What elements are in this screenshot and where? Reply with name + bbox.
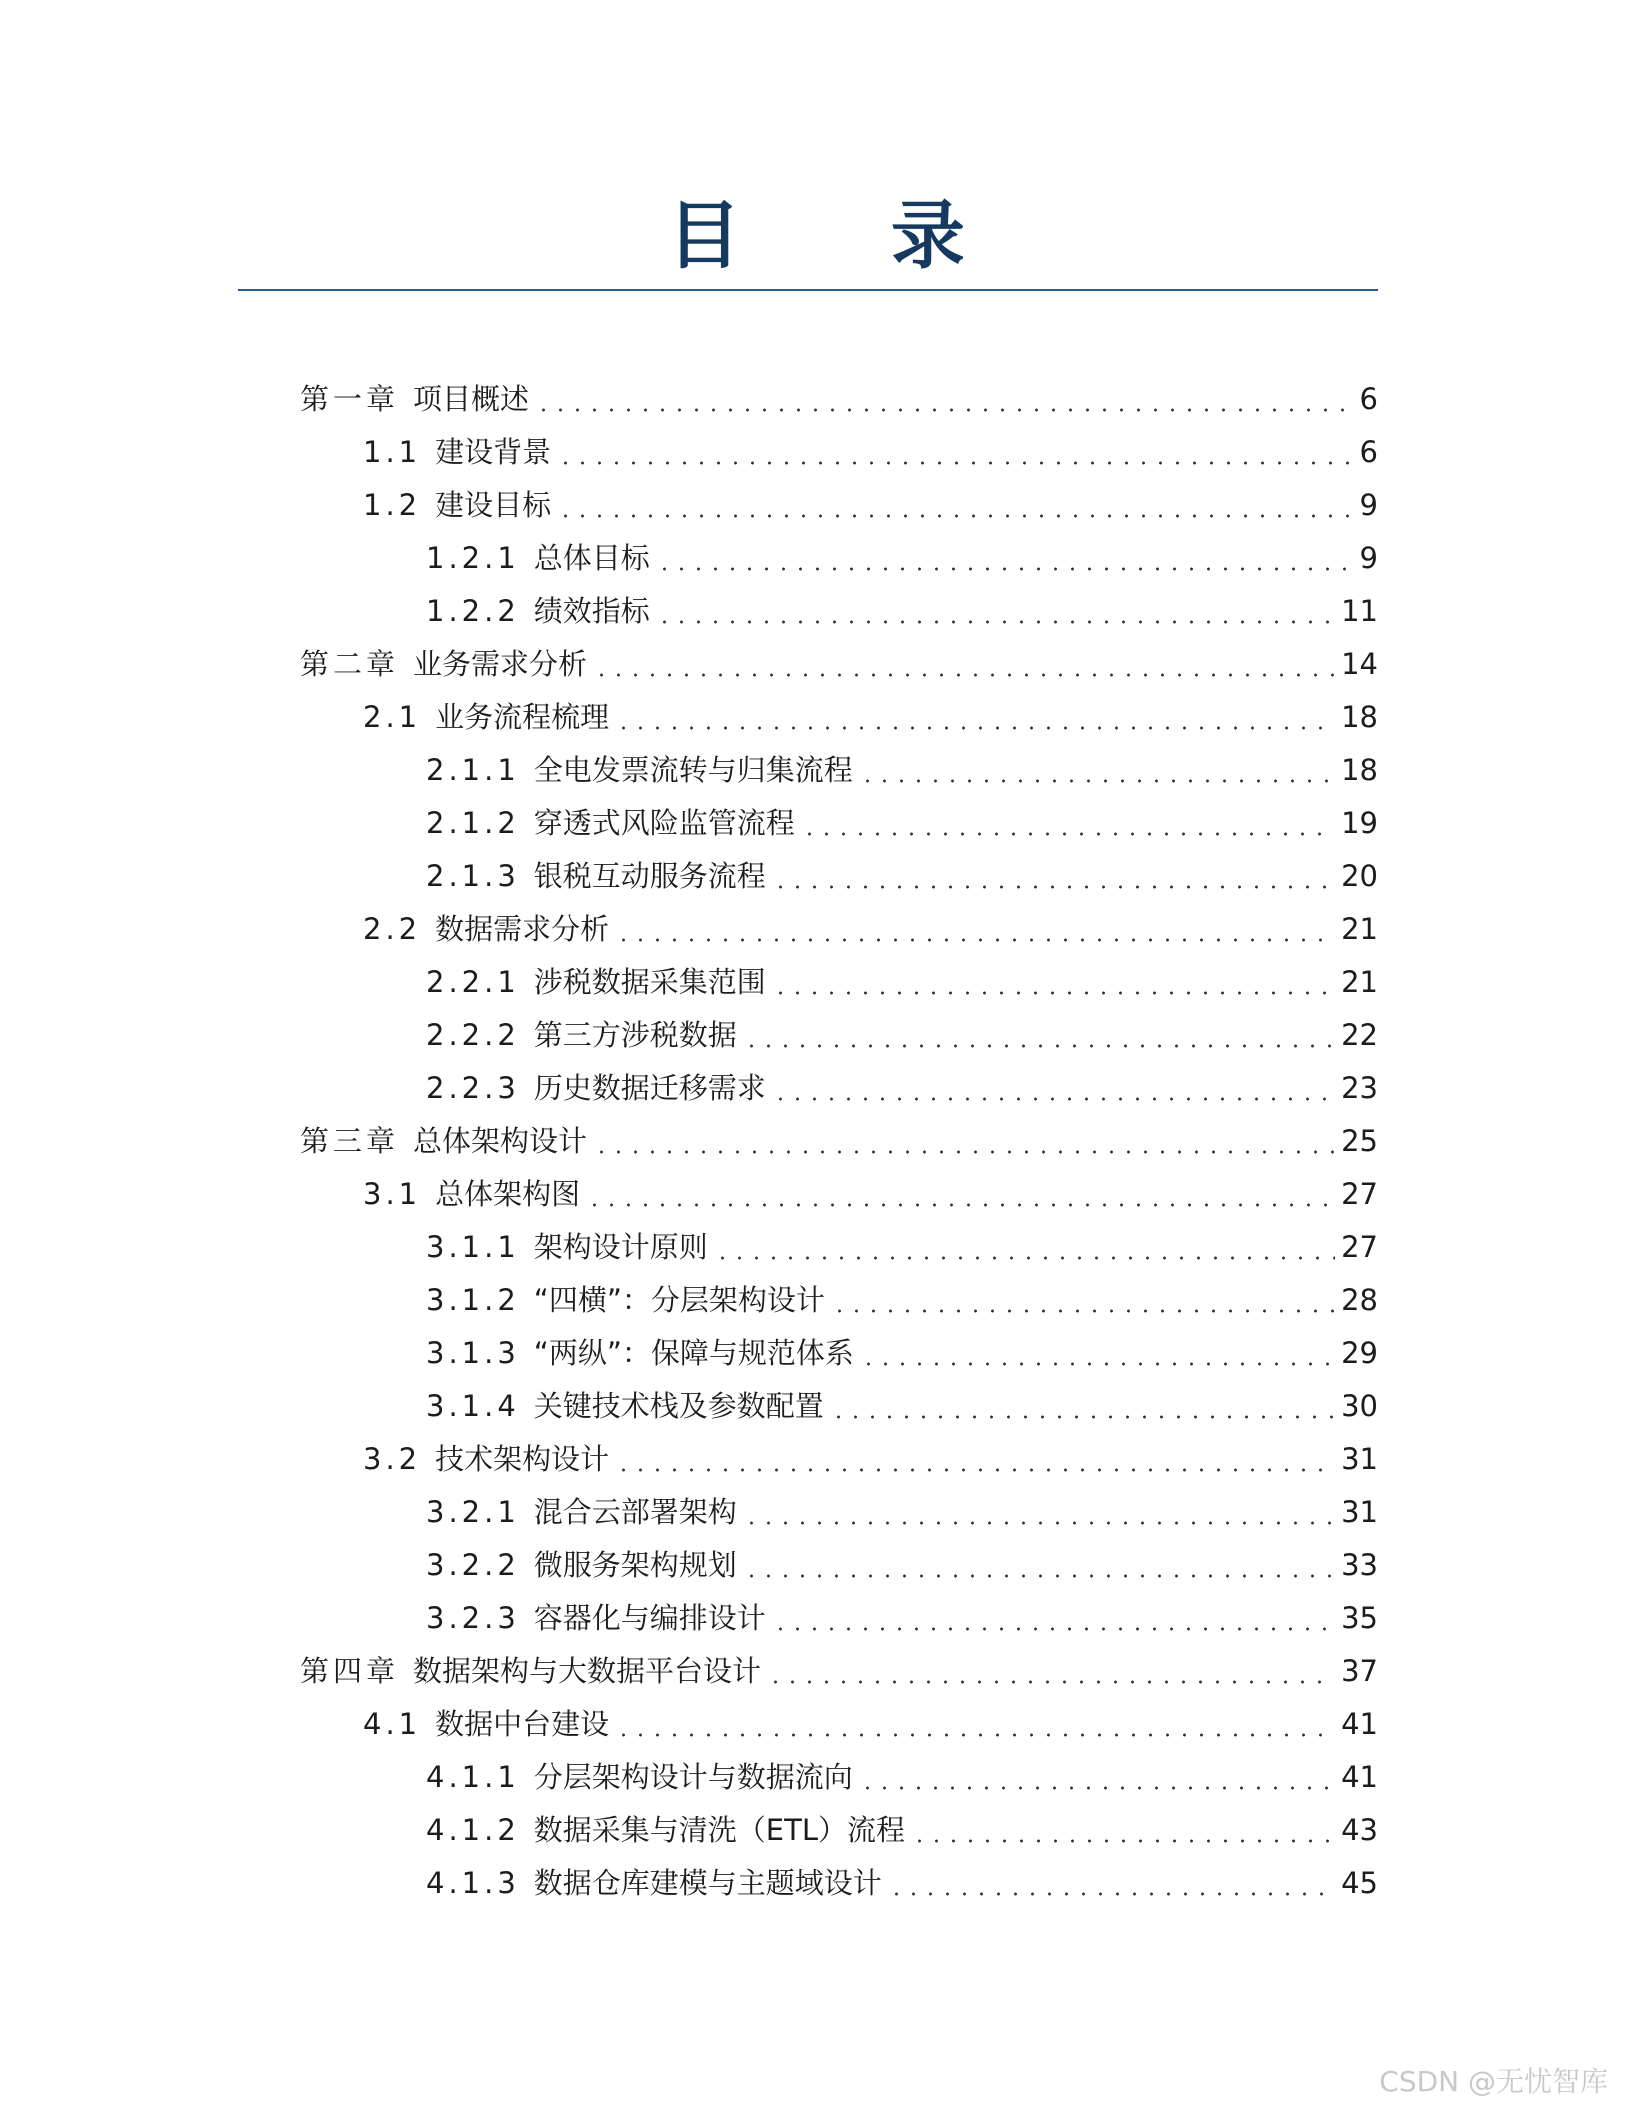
toc-entry-title: 业务需求分析 [413,647,588,681]
page-title: 目 录 [667,193,1027,279]
toc-dot-leader [767,1680,1335,1684]
toc-entry[interactable] [300,691,1378,744]
toc-entry-title: 总体架构图 [435,1177,581,1211]
toc-dot-leader [656,567,1352,571]
toc-dot-leader [535,408,1352,412]
toc-entry-title: 技术架构设计 [435,1442,610,1476]
toc-dot-leader [615,1468,1335,1472]
toc-entry-page-number: 30 [1341,1389,1378,1423]
toc-entry-title: “两纵”：保障与规范体系 [533,1336,854,1370]
toc-entry-page-number: 9 [1359,488,1378,522]
toc-entry-number: 3.1.1 [426,1230,520,1264]
toc-dot-leader [859,1786,1335,1790]
toc-entry[interactable] [300,903,1378,956]
toc-entry[interactable] [300,1751,1378,1804]
toc-dot-leader [615,726,1335,730]
toc-entry-title: 数据中台建设 [435,1707,610,1741]
toc-entry[interactable] [300,1539,1378,1592]
toc-dot-leader [714,1256,1335,1260]
toc-entry[interactable] [300,1645,1378,1698]
toc-dot-leader [772,1097,1335,1101]
toc-entry-page-number: 35 [1341,1601,1378,1635]
toc-entry-number: 2.1.1 [426,753,520,787]
toc-entry-title: 分层架构设计与数据流向 [533,1760,853,1794]
toc-entry-page-number: 25 [1341,1124,1378,1158]
toc-entry[interactable] [300,1698,1378,1751]
toc-entry-number: 3.1.3 [426,1336,520,1370]
toc-entry-title: 绩效指标 [533,594,650,628]
toc-entry-title: 业务流程梳理 [435,700,610,734]
toc-entry-title: 数据需求分析 [435,912,610,946]
toc-entry-page-number: 41 [1341,1760,1378,1794]
toc-dot-leader [801,832,1335,836]
title-divider [238,289,1378,291]
toc-entry-number: 4.1.1 [426,1760,520,1794]
toc-dot-leader [911,1839,1335,1843]
toc-entry[interactable] [300,1221,1378,1274]
toc-entry-number: 3.2.1 [426,1495,520,1529]
toc-entry-title: 架构设计原则 [533,1230,708,1264]
toc-dot-leader [743,1044,1335,1048]
toc-entry-title: 总体架构设计 [413,1124,588,1158]
toc-entry[interactable] [300,1380,1378,1433]
toc-entry[interactable] [300,1009,1378,1062]
toc-entry-number: 1.2.2 [426,594,520,628]
toc-entry-page-number: 14 [1341,647,1378,681]
toc-dot-leader [557,514,1352,518]
toc-entry-title: 穿透式风险监管流程 [533,806,795,840]
toc-entry-title: 容器化与编排设计 [533,1601,766,1635]
toc-entry-page-number: 33 [1341,1548,1378,1582]
toc-entry-number: 第四章 [300,1654,400,1688]
toc-entry-page-number: 27 [1341,1177,1378,1211]
toc-dot-leader [593,1150,1335,1154]
toc-entry-page-number: 41 [1341,1707,1378,1741]
toc-entry-number: 3.1 [363,1177,422,1211]
toc-entry-page-number: 31 [1341,1495,1378,1529]
toc-entry-number: 1.2 [363,488,422,522]
toc-entry-page-number: 22 [1341,1018,1378,1052]
toc-entry[interactable] [300,850,1378,903]
toc-entry-page-number: 23 [1341,1071,1378,1105]
toc-entry-number: 2.1.3 [426,859,520,893]
toc-entry[interactable] [300,585,1378,638]
toc-entry-title: 微服务架构规划 [533,1548,737,1582]
toc-entry[interactable] [300,1433,1378,1486]
toc-entry[interactable] [300,1486,1378,1539]
toc-entry-number: 2.2.2 [426,1018,520,1052]
toc-entry-title: 项目概述 [413,382,530,416]
toc-entry[interactable] [300,1327,1378,1380]
toc-entry-number: 2.1.2 [426,806,520,840]
toc-entry-title: 建设目标 [435,488,552,522]
toc-entry[interactable] [300,1115,1378,1168]
toc-entry-page-number: 27 [1341,1230,1378,1264]
toc-entry-page-number: 18 [1341,753,1378,787]
watermark-text: CSDN @无忧智库 [1379,2065,1608,2098]
toc-dot-leader [772,885,1335,889]
toc-dot-leader [860,1362,1335,1366]
toc-entry-number: 1.1 [363,435,422,469]
toc-entry-title: 银税互动服务流程 [533,859,766,893]
toc-dot-leader [859,779,1335,783]
toc-entry-title: 全电发票流转与归集流程 [533,753,853,787]
toc-entry-number: 2.2 [363,912,422,946]
toc-entry[interactable] [300,638,1378,691]
toc-entry-number: 4.1.2 [426,1813,520,1847]
toc-entry-page-number: 45 [1341,1866,1378,1900]
toc-entry-page-number: 20 [1341,859,1378,893]
toc-dot-leader [586,1203,1335,1207]
toc-dot-leader [615,938,1335,942]
toc-entry-title: 数据仓库建模与主题域设计 [533,1866,882,1900]
toc-entry-title: 建设背景 [435,435,552,469]
toc-dot-leader [593,673,1335,677]
toc-entry-page-number: 9 [1359,541,1378,575]
toc-entry-number: 第二章 [300,647,400,681]
toc-dot-leader [557,461,1352,465]
toc-entry-number: 第三章 [300,1124,400,1158]
toc-entry-number: 2.2.1 [426,965,520,999]
toc-entry-number: 4.1 [363,1707,422,1741]
toc-entry-title: “四横”：分层架构设计 [533,1283,825,1317]
toc-entry-title: 涉税数据采集范围 [533,965,766,999]
toc-entry-number: 3.1.4 [426,1389,520,1423]
toc-dot-leader [772,991,1335,995]
toc-entry-number: 3.2 [363,1442,422,1476]
toc-entry-number: 2.1 [363,700,422,734]
toc-entry-number: 3.2.2 [426,1548,520,1582]
toc-entry[interactable] [300,373,1378,426]
toc-entry[interactable] [300,797,1378,850]
toc-entry[interactable] [300,1592,1378,1645]
toc-dot-leader [830,1415,1335,1419]
toc-dot-leader [888,1892,1335,1896]
toc-entry-title: 历史数据迁移需求 [533,1071,766,1105]
toc-entry-number: 4.1.3 [426,1866,520,1900]
toc-entry-page-number: 18 [1341,700,1378,734]
toc-dot-leader [743,1521,1335,1525]
toc-entry[interactable] [300,532,1378,585]
toc-entry-page-number: 19 [1341,806,1378,840]
toc-entry-page-number: 31 [1341,1442,1378,1476]
toc-entry-page-number: 21 [1341,965,1378,999]
toc-entry-title: 总体目标 [533,541,650,575]
table-of-contents [300,373,1378,1910]
toc-entry[interactable] [300,1168,1378,1221]
toc-entry-title: 混合云部署架构 [533,1495,737,1529]
toc-entry-page-number: 43 [1341,1813,1378,1847]
toc-entry-page-number: 28 [1341,1283,1378,1317]
toc-entry[interactable] [300,956,1378,1009]
toc-dot-leader [772,1627,1335,1631]
toc-entry-number: 3.1.2 [426,1283,520,1317]
toc-entry[interactable] [300,744,1378,797]
toc-entry-page-number: 11 [1341,594,1378,628]
toc-entry-title: 数据架构与大数据平台设计 [413,1654,762,1688]
toc-entry-page-number: 6 [1359,435,1378,469]
toc-entry[interactable] [300,1857,1378,1910]
toc-dot-leader [656,620,1335,624]
toc-entry-number: 2.2.3 [426,1071,520,1105]
toc-entry-title: 关键技术栈及参数配置 [533,1389,824,1423]
toc-entry[interactable] [300,479,1378,532]
toc-entry-number: 1.2.1 [426,541,520,575]
toc-entry-page-number: 29 [1341,1336,1378,1370]
toc-dot-leader [743,1574,1335,1578]
toc-entry[interactable] [300,1062,1378,1115]
toc-entry-title: 数据采集与清洗（ETL）流程 [533,1813,905,1847]
toc-entry-title: 第三方涉税数据 [533,1018,737,1052]
toc-entry-page-number: 37 [1341,1654,1378,1688]
toc-dot-leader [831,1309,1335,1313]
toc-dot-leader [615,1733,1335,1737]
toc-entry[interactable] [300,1804,1378,1857]
toc-entry[interactable] [300,1274,1378,1327]
toc-entry-number: 3.2.3 [426,1601,520,1635]
toc-entry-page-number: 6 [1359,382,1378,416]
toc-entry-page-number: 21 [1341,912,1378,946]
toc-entry-number: 第一章 [300,382,400,416]
toc-entry[interactable] [300,426,1378,479]
